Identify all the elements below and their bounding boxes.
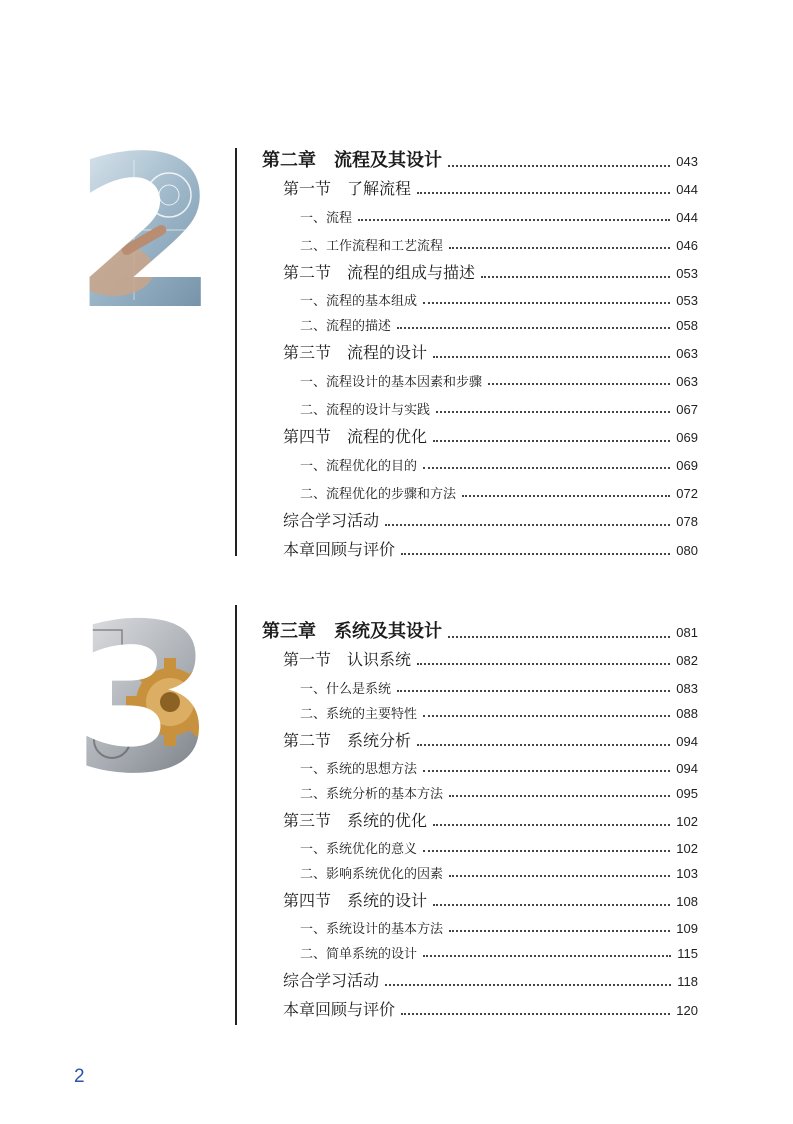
entry-page-number: 044 [676, 182, 698, 197]
toc-entry-section[interactable] [283, 508, 698, 531]
entry-page-number: 078 [676, 514, 698, 529]
toc-entry-section[interactable] [283, 808, 698, 831]
toc-entry-subsection[interactable] [300, 838, 698, 857]
entry-page-number: 082 [676, 653, 698, 668]
dot-leader [436, 410, 670, 413]
toc-entry-chapter[interactable] [262, 146, 698, 172]
entry-page-number: 053 [676, 266, 698, 281]
toc-entry-section[interactable] [283, 888, 698, 911]
dot-leader [449, 246, 670, 249]
dot-leader [397, 689, 670, 692]
entry-title: 一、流程优化的目的 [300, 459, 418, 474]
entry-page-number: 053 [676, 293, 698, 308]
entry-page-number: 069 [676, 458, 698, 473]
toc-entry-section[interactable] [283, 537, 698, 560]
entry-title: 综合学习活动 [283, 971, 380, 990]
entry-page-number: 120 [676, 1003, 698, 1018]
toc-entry-subsection[interactable] [300, 943, 698, 962]
dot-leader [385, 523, 670, 526]
dot-leader [433, 903, 670, 906]
chapter-2-numeral-image [74, 140, 224, 315]
entry-title: 一、流程 [300, 211, 353, 226]
entry-page-number: 115 [677, 946, 698, 961]
entry-title: 第三节 流程的设计 [283, 343, 428, 362]
entry-page-number: 088 [676, 706, 698, 721]
dot-leader [397, 326, 670, 329]
toc-entry-section[interactable] [283, 176, 698, 199]
entry-title: 二、流程优化的步骤和方法 [300, 487, 457, 502]
entry-title: 第三章 系统及其设计 [262, 621, 442, 642]
dot-leader [462, 494, 670, 497]
entry-title: 第二节 系统分析 [283, 731, 412, 750]
entry-page-number: 043 [676, 154, 698, 169]
entry-page-number: 094 [676, 734, 698, 749]
entry-page-number: 069 [676, 430, 698, 445]
dot-leader [423, 714, 670, 717]
toc-entry-subsection[interactable] [300, 703, 698, 722]
toc-entry-subsection[interactable] [300, 399, 698, 418]
entry-title: 本章回顾与评价 [283, 540, 396, 559]
dot-leader [417, 662, 670, 665]
entry-title: 第二章 流程及其设计 [262, 150, 442, 171]
entry-title: 本章回顾与评价 [283, 1000, 396, 1019]
toc-entry-section[interactable] [283, 968, 698, 991]
entry-page-number: 063 [676, 346, 698, 361]
dot-leader [449, 794, 670, 797]
toc-entry-subsection[interactable] [300, 290, 698, 309]
entry-page-number: 067 [676, 402, 698, 417]
entry-title: 一、系统设计的基本方法 [300, 922, 444, 937]
dot-leader [417, 743, 670, 746]
entry-page-number: 118 [677, 974, 698, 989]
dot-leader [433, 823, 670, 826]
entry-page-number: 083 [676, 681, 698, 696]
entry-title: 二、简单系统的设计 [300, 947, 418, 962]
dot-leader [448, 635, 670, 638]
toc-entry-subsection[interactable] [300, 918, 698, 937]
toc-entry-section[interactable] [283, 728, 698, 751]
dot-leader [433, 355, 670, 358]
toc-entry-subsection[interactable] [300, 758, 698, 777]
entry-title: 一、流程设计的基本因素和步骤 [300, 375, 483, 390]
dot-leader [449, 929, 670, 932]
entry-title: 一、系统优化的意义 [300, 842, 418, 857]
dot-leader [488, 382, 670, 385]
entry-title: 一、流程的基本组成 [300, 294, 418, 309]
entry-page-number: 044 [676, 210, 698, 225]
dot-leader [385, 983, 671, 986]
entry-title: 第一节 认识系统 [283, 650, 412, 669]
entry-title: 一、系统的思想方法 [300, 762, 418, 777]
entry-page-number: 108 [676, 894, 698, 909]
entry-page-number: 058 [676, 318, 698, 333]
dot-leader [401, 1012, 670, 1015]
entry-title: 一、什么是系统 [300, 682, 392, 697]
toc-entry-section[interactable] [283, 340, 698, 363]
dot-leader [423, 466, 670, 469]
entry-title: 二、影响系统优化的因素 [300, 867, 444, 882]
entry-title: 第一节 了解流程 [283, 179, 412, 198]
page-number: 2 [74, 1066, 85, 1087]
entry-page-number: 103 [676, 866, 698, 881]
entry-page-number: 109 [676, 921, 698, 936]
toc-entry-section[interactable] [283, 997, 698, 1020]
entry-title: 第三节 系统的优化 [283, 811, 428, 830]
dot-leader [423, 849, 670, 852]
entry-title: 二、工作流程和工艺流程 [300, 239, 444, 254]
dot-leader [401, 552, 670, 555]
dot-leader [423, 954, 671, 957]
entry-page-number: 080 [676, 543, 698, 558]
toc-entry-section[interactable] [283, 260, 698, 283]
entry-page-number: 063 [676, 374, 698, 389]
toc-entry-subsection[interactable] [300, 207, 698, 226]
chapter-3-divider-line [235, 605, 237, 1025]
dot-leader [481, 275, 670, 278]
entry-page-number: 102 [676, 814, 698, 829]
entry-title: 第四节 流程的优化 [283, 427, 428, 446]
entry-page-number: 072 [676, 486, 698, 501]
dot-leader [423, 769, 670, 772]
entry-title: 二、流程的描述 [300, 319, 392, 334]
entry-page-number: 102 [676, 841, 698, 856]
entry-page-number: 095 [676, 786, 698, 801]
toc-entry-subsection[interactable] [300, 678, 698, 697]
toc-entry-subsection[interactable] [300, 863, 698, 882]
toc-entry-section[interactable] [283, 424, 698, 447]
toc-entry-section[interactable] [283, 647, 698, 670]
entry-page-number: 081 [676, 625, 698, 640]
entry-title: 第二节 流程的组成与描述 [283, 263, 476, 282]
toc-entry-subsection[interactable] [300, 455, 698, 474]
entry-page-number: 094 [676, 761, 698, 776]
entry-title: 第四节 系统的设计 [283, 891, 428, 910]
dot-leader [449, 874, 670, 877]
dot-leader [423, 301, 670, 304]
dot-leader [358, 218, 670, 221]
toc-entry-subsection[interactable] [300, 315, 698, 334]
toc-entry-subsection[interactable] [300, 371, 698, 390]
toc-entry-subsection[interactable] [300, 783, 698, 802]
toc-entry-chapter[interactable] [262, 617, 698, 643]
toc-entry-subsection[interactable] [300, 235, 698, 254]
dot-leader [417, 191, 670, 194]
entry-title: 综合学习活动 [283, 511, 380, 530]
chapter-2-divider-line [235, 148, 237, 556]
entry-title: 二、系统的主要特性 [300, 707, 418, 722]
dot-leader [448, 164, 670, 167]
entry-title: 二、系统分析的基本方法 [300, 787, 444, 802]
chapter-3-numeral-image [72, 610, 222, 785]
toc-entry-subsection[interactable] [300, 483, 698, 502]
dot-leader [433, 439, 670, 442]
entry-title: 二、流程的设计与实践 [300, 403, 431, 418]
entry-page-number: 046 [676, 238, 698, 253]
